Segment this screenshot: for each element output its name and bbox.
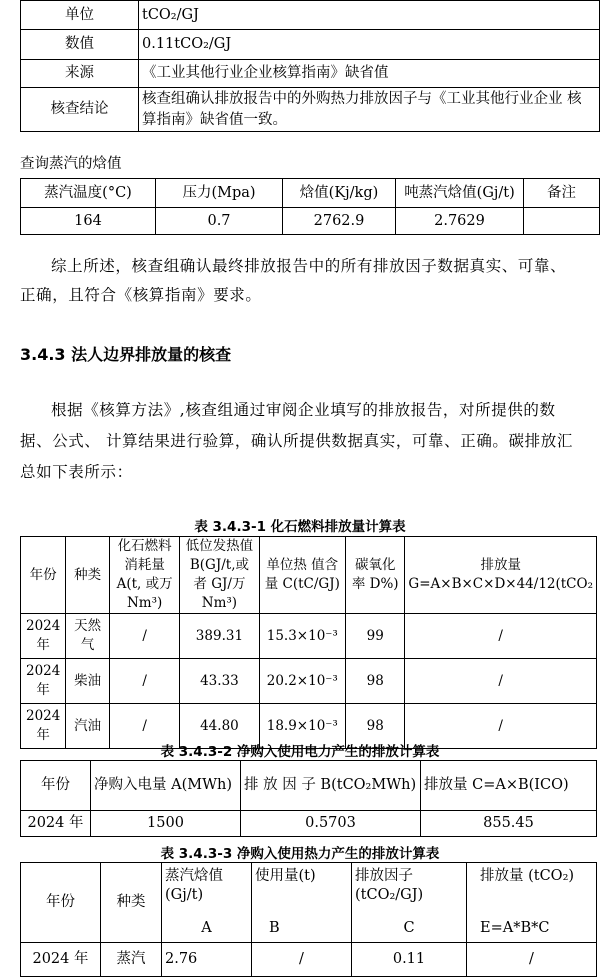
heat-header-usage [252, 863, 352, 943]
letter-c: C [403, 920, 415, 936]
source-value: 《工业其他行业企业核算指南》缺省值 [139, 60, 600, 88]
cell-pressure: 0.7 [156, 208, 283, 235]
steam-table-title: 查询蒸汽的焓值 [20, 156, 122, 172]
fossil-header-emission: 排放量 G=A×B×C×D×44/12(tCO₂ [405, 537, 597, 614]
heat-header-factor [352, 863, 467, 943]
source-label: 来源 [21, 60, 139, 88]
table-cell: 2024 年 [21, 704, 66, 749]
table-cell: 1500 [91, 811, 241, 837]
electricity-table [20, 760, 597, 837]
heat-header-usage-text: 使用量(t) [255, 868, 316, 884]
table-cell: 389.31 [180, 614, 259, 659]
fossil-header-year: 年份 [21, 537, 66, 614]
header-temperature: 蒸汽温度(°C) [21, 179, 156, 208]
section-heading: 3.4.3 法人边界排放量的核查 [20, 345, 232, 364]
electric-table-caption: 表 3.4.3-2 净购入使用电力产生的排放计算表 [160, 744, 440, 760]
table-cell: 2024 年 [21, 614, 66, 659]
fossil-header-oxidation: 碳氧化率 D%) [346, 537, 405, 614]
heat-header-enthalpy [162, 863, 252, 943]
table-cell: / [109, 659, 179, 704]
table-cell: / [405, 659, 597, 704]
header-enthalpy: 焓值(Kj/kg) [283, 179, 396, 208]
table-cell: / [405, 614, 597, 659]
table-cell: 蒸汽 [101, 943, 162, 977]
letter-a: A [201, 920, 212, 936]
fossil-header-type: 种类 [66, 537, 110, 614]
table-cell: / [109, 704, 179, 749]
heat-header-emission-text: 排放量 (tCO₂) [480, 868, 575, 884]
fossil-header-consumption: 化石燃料消耗量 A(t, 或万 Nm³) [109, 537, 179, 614]
heat-header-type: 种类 [101, 863, 162, 943]
verification-table [20, 0, 600, 132]
table-cell: 44.80 [180, 704, 259, 749]
table-cell: 0.11 [352, 943, 467, 977]
cell-temperature: 164 [21, 208, 156, 235]
table-cell: / [467, 943, 597, 977]
table-cell: 0.5703 [241, 811, 421, 837]
table-cell: 2024 年 [21, 659, 66, 704]
fossil-header-carbon-content: 单位热 值含量 C(tC/GJ) [259, 537, 345, 614]
letter-b: B [269, 920, 280, 936]
electric-header-year: 年份 [21, 761, 91, 811]
method-paragraph: 根据《核算方法》,核查组通过审阅企业填写的排放报告，对所提供的数据、公式、 计算结果进行验算，确认所提供数据真实，可靠、正确。碳排放汇总如下表所示： [20, 401, 573, 481]
table-cell: 20.2×10⁻³ [259, 659, 345, 704]
electric-header-amount: 净购入电量 A(MWh) [91, 761, 241, 811]
table-cell: 43.33 [180, 659, 259, 704]
table-cell: 汽油 [66, 704, 110, 749]
table-cell: 2024 年 [21, 811, 91, 837]
steam-enthalpy-table [20, 178, 600, 235]
table-cell: 天然气 [66, 614, 110, 659]
cell-remarks [524, 208, 600, 235]
unit-value: tCO₂/GJ [139, 1, 600, 30]
table-cell: 2.76 [162, 943, 252, 977]
letter-e: E=A*B*C [480, 920, 550, 936]
cell-enthalpy: 2762.9 [283, 208, 396, 235]
header-pressure: 压力(Mpa) [156, 179, 283, 208]
value-label: 数值 [21, 30, 139, 60]
table-cell: 855.45 [421, 811, 597, 837]
heat-header-factor-text: 排放因子 (tCO₂/GJ) [355, 868, 424, 903]
table-cell: 柴油 [66, 659, 110, 704]
heat-header-enthalpy-text: 蒸汽焓值 (Gj/t) [165, 868, 223, 903]
table-cell: 15.3×10⁻³ [259, 614, 345, 659]
value-value: 0.11tCO₂/GJ [139, 30, 600, 60]
heat-table-caption: 表 3.4.3-3 净购入使用热力产生的排放计算表 [160, 846, 440, 862]
fossil-fuel-table [20, 536, 597, 749]
table-cell: / [109, 614, 179, 659]
summary-paragraph: 综上所述，核查组确认最终排放报告中的所有排放因子数据真实、可靠、正确，且符合《核算指南》要求。 [20, 257, 567, 304]
header-ton-enthalpy: 吨蒸汽焓值(Gj/t) [396, 179, 524, 208]
conclusion-value: 核查组确认排放报告中的外购热力排放因子与《工业其他行业企业 核算指南》缺省值一致。 [139, 88, 600, 132]
table-cell: 2024 年 [21, 943, 101, 977]
header-remarks: 备注 [524, 179, 600, 208]
fossil-table-caption: 表 3.4.3-1 化石燃料排放量计算表 [194, 519, 406, 535]
electric-header-emission: 排放量 C=A×B(ICO) [421, 761, 597, 811]
cell-ton-enthalpy: 2.7629 [396, 208, 524, 235]
table-cell: 98 [346, 659, 405, 704]
table-cell: / [252, 943, 352, 977]
table-cell: 99 [346, 614, 405, 659]
fossil-header-heating-value: 低位发热值 B(GJ/t,或者 GJ/万 Nm³) [180, 537, 259, 614]
table-cell: 98 [346, 704, 405, 749]
unit-label: 单位 [21, 1, 139, 30]
heat-header-emission [467, 863, 597, 943]
table-cell: 18.9×10⁻³ [259, 704, 345, 749]
heat-table [20, 862, 597, 977]
conclusion-label: 核查结论 [21, 88, 139, 132]
table-cell: / [405, 704, 597, 749]
heat-header-year: 年份 [21, 863, 101, 943]
electric-header-factor: 排 放 因 子 B(tCO₂MWh) [241, 761, 421, 811]
